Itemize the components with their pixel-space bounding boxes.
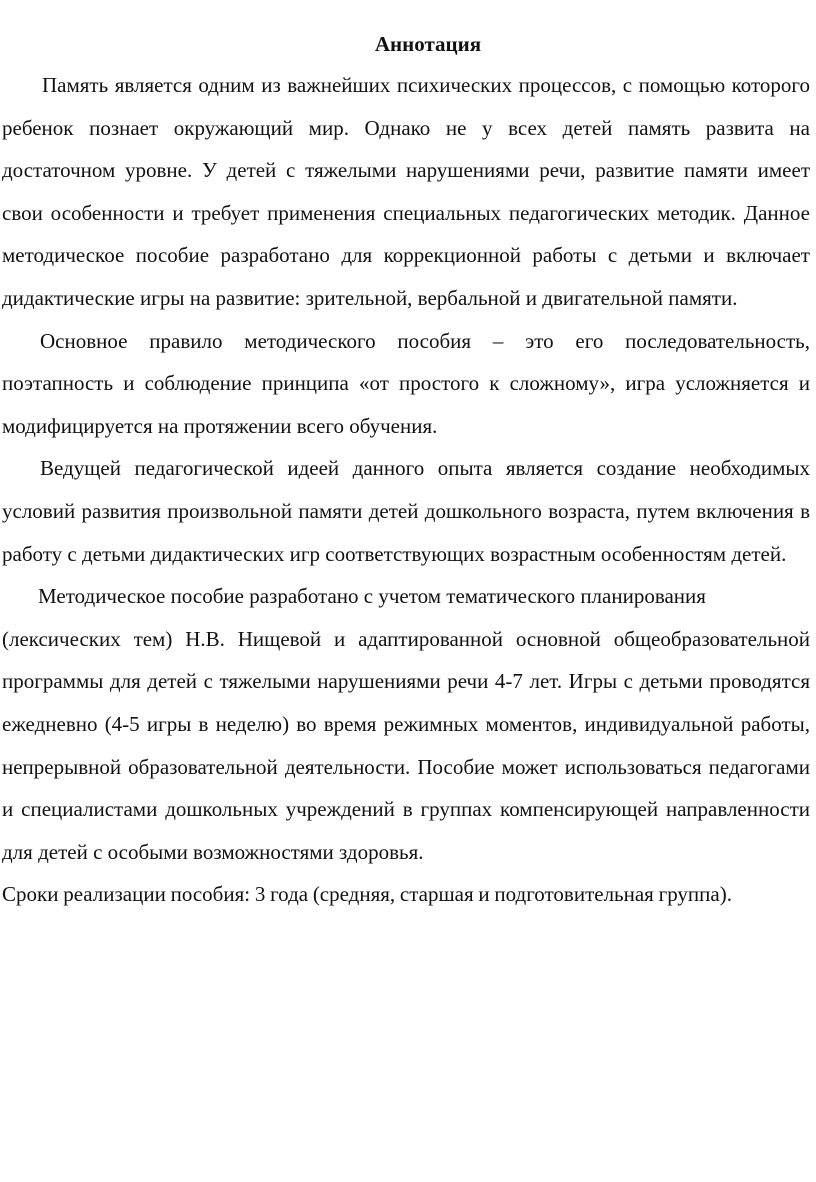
document-title: Аннотация xyxy=(374,32,482,56)
document-body xyxy=(2,64,810,916)
paragraph-memory-intro: Память является одним из важнейших психических процессов, с помощью которого ребенок познает окружающий мир. Однако не у всех детей память развита на достаточном уровне. У детей с тяжелыми нарушениями речи, развитие памяти имеет свои особенности и требует применения специальных педагогических методик. Данное методическое пособие разработано для коррекционной работы с детьми и включает дидактические игры на развитие: зрительной, вербальной и двигательной памяти. xyxy=(2,73,810,310)
paragraph-implementation-terms: Сроки реализации пособия: 3 года (средняя, старшая и подготовительная группа). xyxy=(2,882,732,907)
paragraph-methodology-rest: (лексических тем) Н.В. Нищевой и адаптированной основной общеобразовательной программы для детей с тяжелыми нарушениями речи 4-7 лет. Игры с детьми проводятся ежедневно (4-5 игры в неделю) во время режимных моментов, индивидуальной работы, непрерывной образовательной деятельности. Пособие может использоваться педагогами и специалистами дошкольных учреждений в группах компенсирующей направленности для детей с особыми возможностями здоровья. xyxy=(2,626,810,864)
paragraph-main-rule: Основное правило методического пособия – это его последовательность, поэтапность и соблюдение принципа «от простого к сложному», игра усложняется и модифицируется на протяжении всего обучения. xyxy=(2,328,810,438)
paragraph-methodology-first-line: Методическое пособие разработано с учетом тематического планирования xyxy=(38,584,706,609)
paragraph-leading-idea: Ведущей педагогической идеей данного опыта является создание необходимых условий развития произвольной памяти детей дошкольного возраста, путем включения в работу с детьми дидактических игр соответствующих возрастным особенностям детей. xyxy=(2,456,810,566)
paragraph-methodology xyxy=(2,575,810,873)
